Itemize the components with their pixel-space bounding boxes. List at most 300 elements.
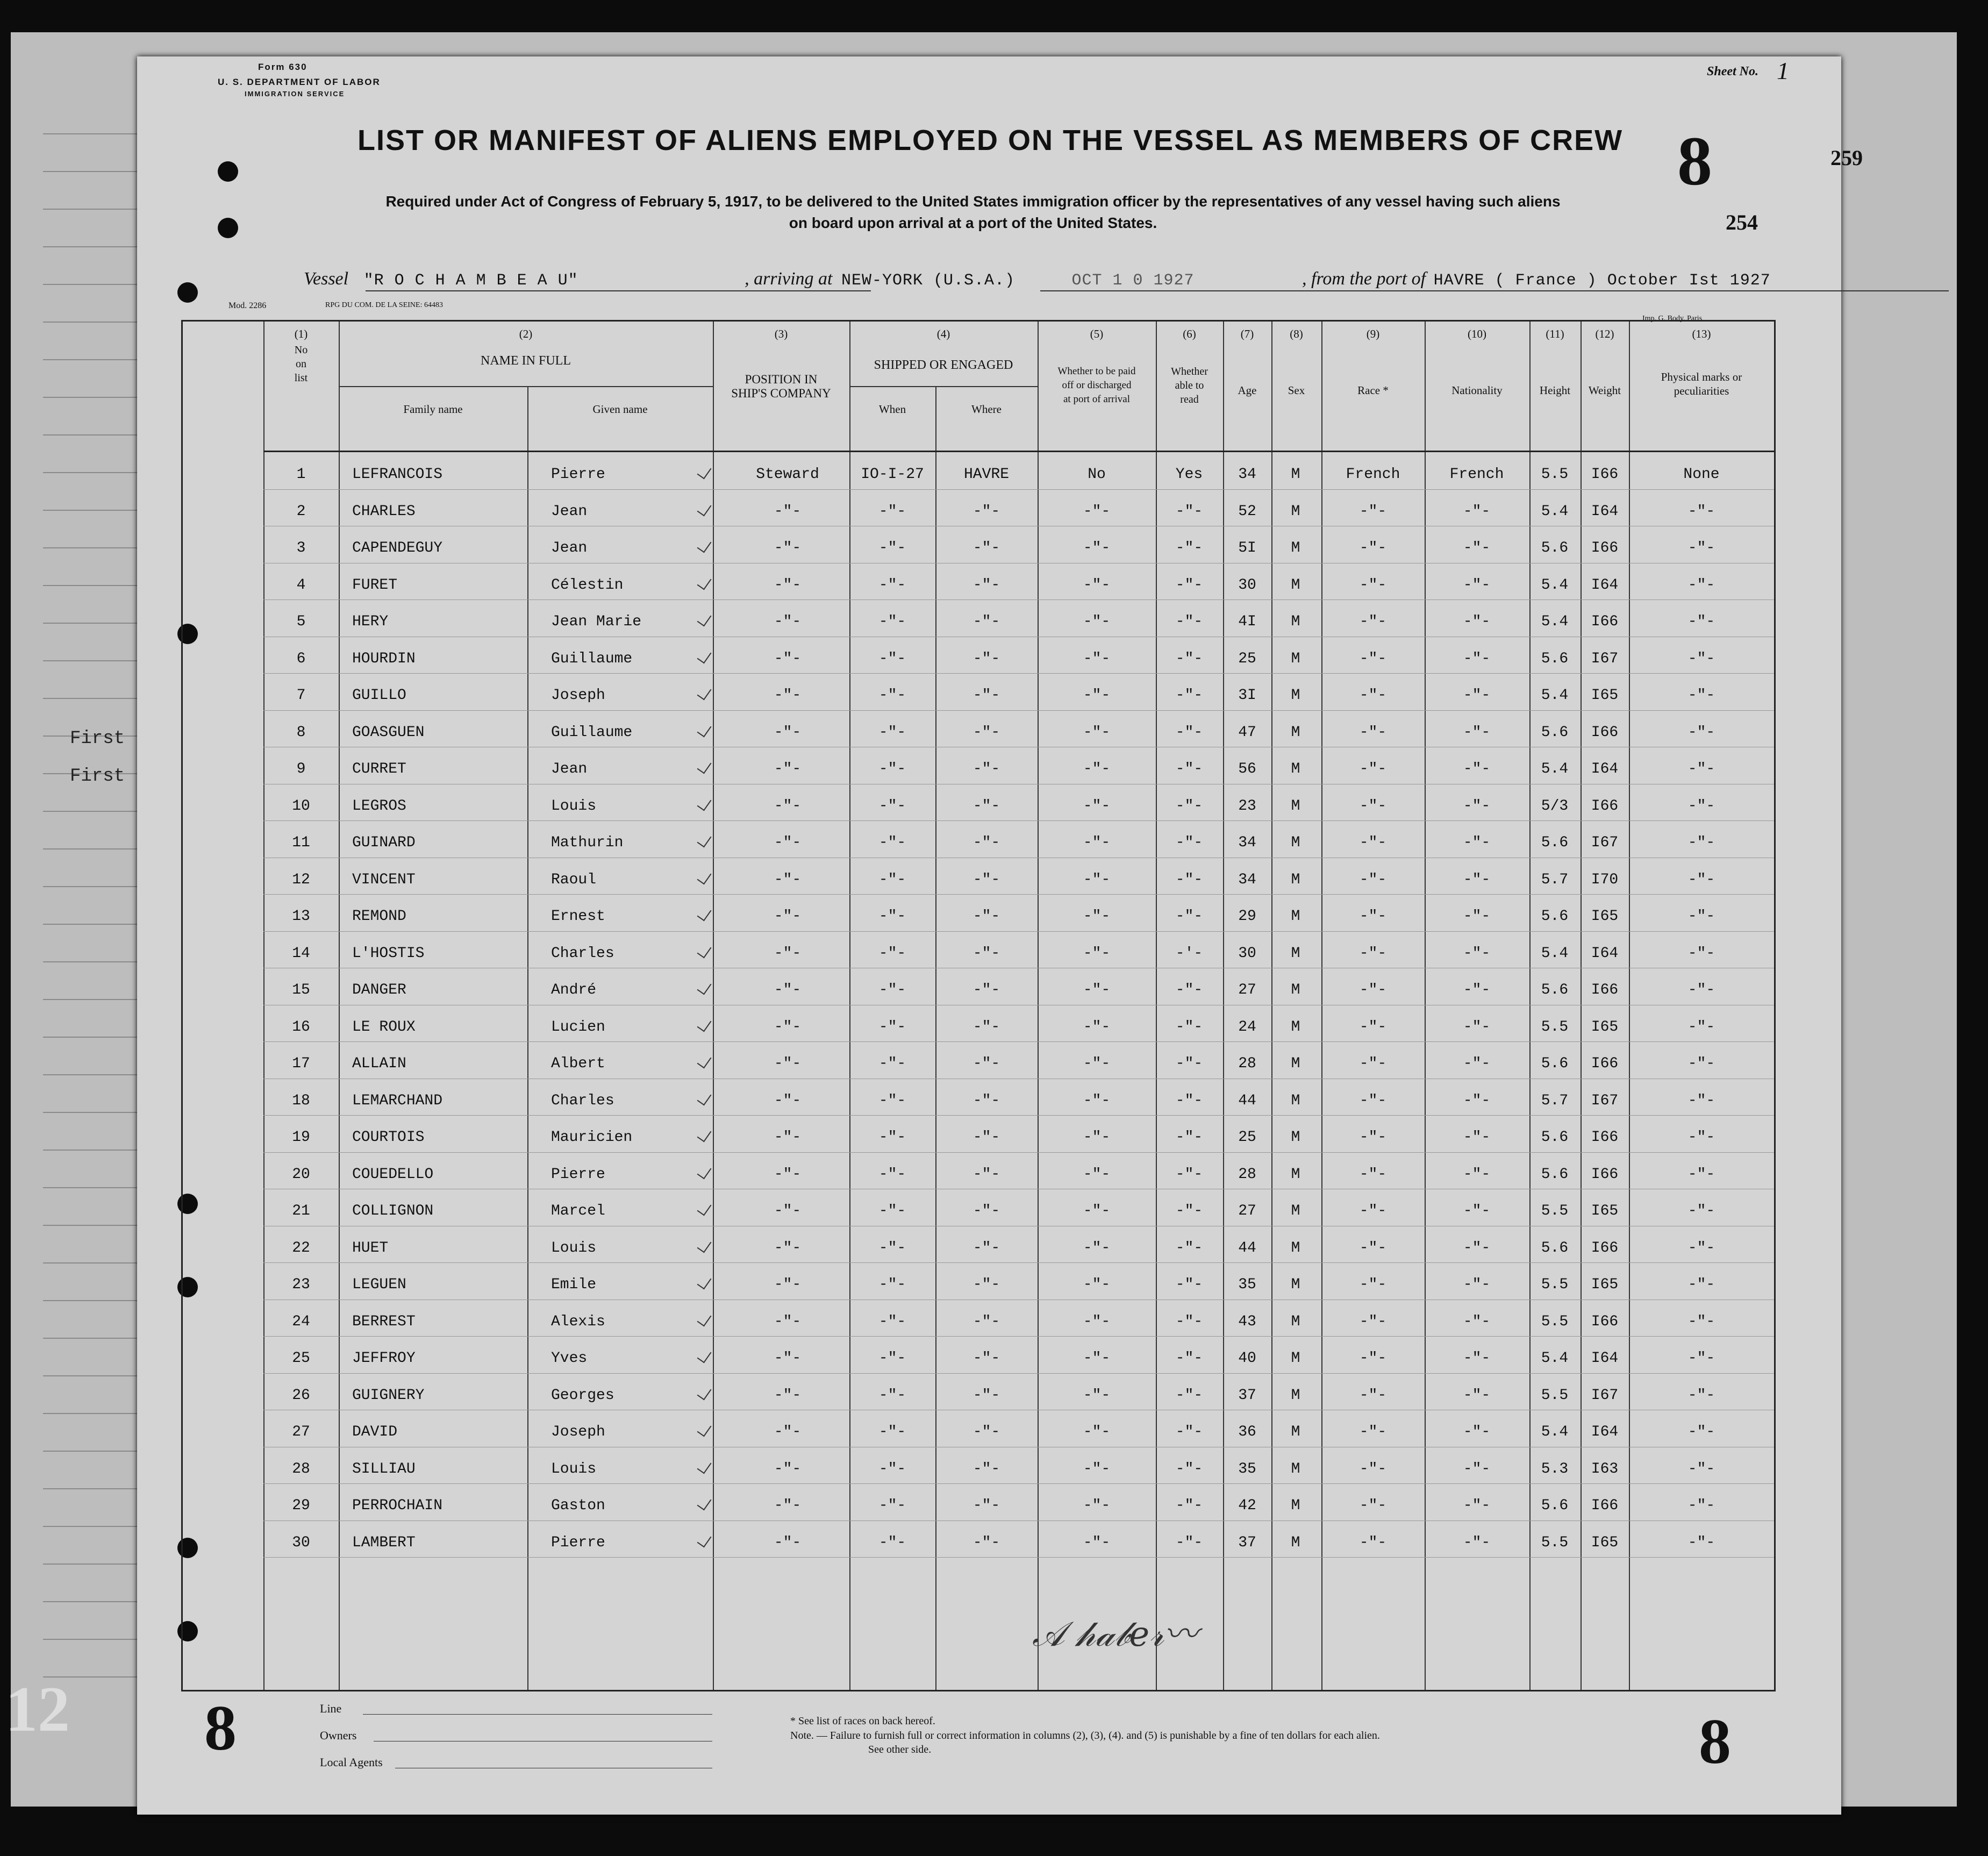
cell-read: -"- — [1175, 613, 1203, 630]
cell-sex: M — [1291, 908, 1300, 925]
cell-marks: -"- — [1687, 982, 1715, 998]
cell-marks: -"- — [1687, 1203, 1715, 1219]
check-mark — [697, 1274, 712, 1290]
column-rule — [527, 386, 528, 1690]
cell-sex: M — [1291, 687, 1300, 704]
cell-age: 34 — [1238, 871, 1256, 888]
cell-weight: I66 — [1591, 982, 1619, 998]
cell-paid: -"- — [1083, 945, 1111, 962]
cell-race: -"- — [1359, 1055, 1387, 1072]
check-mark — [697, 1090, 712, 1105]
cell-sex: M — [1291, 1497, 1300, 1514]
sheet-number: 1 — [1777, 57, 1789, 84]
cell-read: -"- — [1175, 871, 1203, 888]
cell-paid: -"- — [1083, 613, 1111, 630]
cell-weight: I70 — [1591, 871, 1619, 888]
check-mark — [697, 943, 712, 958]
cell-age: 52 — [1238, 503, 1256, 520]
cell-read: -"- — [1175, 540, 1203, 556]
cell-position: -"- — [774, 613, 802, 630]
cell-weight: I66 — [1591, 1313, 1619, 1330]
cell-height: 5.4 — [1541, 1424, 1569, 1440]
vessel-line — [304, 269, 1841, 290]
cell-weight: I66 — [1591, 724, 1619, 741]
col10-number: (10) — [1468, 327, 1486, 340]
column-rule — [1156, 322, 1157, 1690]
cell-where: -"- — [972, 1055, 1000, 1072]
check-mark — [697, 1495, 712, 1511]
cell-when: -"- — [878, 797, 906, 815]
cell-race: -"- — [1359, 724, 1387, 741]
cell-age: 35 — [1238, 1276, 1256, 1293]
cell-sex: M — [1291, 761, 1300, 777]
from-label: , from the port of — [1302, 269, 1426, 289]
cell-read: -"- — [1175, 834, 1203, 851]
check-mark — [697, 464, 712, 480]
cell-nat: French — [1449, 466, 1504, 483]
cell-where: -"- — [972, 908, 1000, 925]
cell-family: FURET — [352, 576, 398, 594]
cell-where: -"- — [972, 945, 1000, 962]
cell-position: -"- — [774, 1239, 802, 1257]
cell-given: Emile — [551, 1276, 597, 1293]
cell-marks: -"- — [1687, 1350, 1715, 1367]
cell-position: -"- — [774, 1424, 802, 1440]
footer-number-left: 8 — [204, 1692, 237, 1764]
check-mark — [697, 906, 712, 922]
cell-weight: I65 — [1591, 687, 1619, 704]
cell-race: -"- — [1359, 1424, 1387, 1440]
cell-marks: -"- — [1687, 650, 1715, 667]
cell-sex: M — [1291, 576, 1300, 594]
cell-marks: -"- — [1687, 834, 1715, 851]
cell-nat: -"- — [1463, 687, 1491, 704]
cell-race: -"- — [1359, 1534, 1387, 1551]
cell-age: 23 — [1238, 797, 1256, 815]
cell-nat: -"- — [1463, 1350, 1491, 1367]
cell-nat: -"- — [1463, 1239, 1491, 1257]
row-rule — [263, 1483, 1774, 1484]
cell-sex: M — [1291, 871, 1300, 888]
cell-given: Joseph — [551, 687, 605, 704]
cell-nat: -"- — [1463, 1424, 1491, 1440]
cell-height: 5.4 — [1541, 945, 1569, 962]
cell-age: 28 — [1238, 1055, 1256, 1072]
cell-when: -"- — [878, 1018, 906, 1036]
cell-read: -"- — [1175, 1313, 1203, 1330]
cell-age: 30 — [1238, 945, 1256, 962]
cell-family: GUILLO — [352, 687, 406, 704]
cell-no: 8 — [296, 724, 306, 741]
cell-given: Mauricien — [551, 1129, 633, 1146]
check-mark — [697, 759, 712, 774]
cell-read: -"- — [1175, 1350, 1203, 1367]
col11-header: Height — [1539, 384, 1571, 397]
cell-age: 36 — [1238, 1424, 1256, 1440]
col5-header: Whether to be paid off or discharged at port of arrival — [1057, 366, 1136, 405]
cell-paid: -"- — [1083, 724, 1111, 741]
cell-no: 12 — [292, 871, 310, 888]
cell-position: -"- — [774, 1129, 802, 1146]
col11-number: (11) — [1546, 327, 1564, 340]
cell-when: -"- — [878, 1129, 906, 1146]
cell-height: 5.6 — [1541, 1497, 1569, 1514]
cell-family: GUIGNERY — [352, 1387, 425, 1404]
col6-header: Whether able to read — [1171, 366, 1208, 405]
cell-weight: I64 — [1591, 503, 1619, 520]
arrival-date-stamp: OCT 1 0 1927 — [1071, 272, 1195, 290]
col4a-header: When — [878, 403, 906, 416]
cell-read: -"- — [1175, 1092, 1203, 1109]
cell-height: 5.6 — [1541, 834, 1569, 851]
cell-family: SILLIAU — [352, 1460, 416, 1477]
cell-nat: -"- — [1463, 576, 1491, 594]
cell-race: -"- — [1359, 1166, 1387, 1183]
cell-age: 42 — [1238, 1497, 1256, 1514]
column-rule — [1271, 322, 1272, 1690]
col13-header: Physical marks or peculiarities — [1661, 370, 1742, 397]
cell-given: Marcel — [551, 1203, 605, 1219]
from-port: HAVRE ( France ) October Ist 1927 — [1433, 272, 1771, 290]
cell-family: GOASGUEN — [352, 724, 425, 741]
big-number: 8 — [1677, 123, 1712, 200]
cell-sex: M — [1291, 540, 1300, 556]
cell-family: DANGER — [352, 982, 406, 998]
cell-marks: -"- — [1687, 871, 1715, 888]
cell-given: Jean — [551, 761, 588, 777]
cell-paid: -"- — [1083, 1460, 1111, 1477]
cell-sex: M — [1291, 724, 1300, 741]
cell-when: -"- — [878, 1166, 906, 1183]
cell-weight: I64 — [1591, 945, 1619, 962]
cell-no: 5 — [296, 613, 306, 630]
cell-marks: -"- — [1687, 724, 1715, 741]
cell-where: -"- — [972, 1166, 1000, 1183]
col4-header: SHIPPED OR ENGAGED — [874, 358, 1013, 372]
cell-age: 3I — [1238, 687, 1256, 704]
row-rule — [263, 599, 1774, 600]
row-rule — [263, 820, 1774, 821]
cell-age: 43 — [1238, 1313, 1256, 1330]
cell-read: -"- — [1175, 1460, 1203, 1477]
cell-given: Guillaume — [551, 650, 633, 667]
cell-read: -"- — [1175, 724, 1203, 741]
cell-weight: I66 — [1591, 1239, 1619, 1257]
cell-position: -"- — [774, 761, 802, 777]
cell-read: Yes — [1175, 466, 1203, 483]
cell-age: 56 — [1238, 761, 1256, 777]
cell-read: -"- — [1175, 1424, 1203, 1440]
cell-where: -"- — [972, 687, 1000, 704]
cell-race: -"- — [1359, 1313, 1387, 1330]
cell-weight: I65 — [1591, 1276, 1619, 1293]
cell-height: 5.4 — [1541, 576, 1569, 594]
col6-number: (6) — [1183, 327, 1196, 340]
cell-marks: -"- — [1687, 1497, 1715, 1514]
cell-family: HOURDIN — [352, 650, 416, 667]
cell-given: Célestin — [551, 576, 624, 594]
cell-race: -"- — [1359, 613, 1387, 630]
cell-weight: I64 — [1591, 1424, 1619, 1440]
cell-read: -"- — [1175, 1055, 1203, 1072]
col13-number: (13) — [1692, 327, 1711, 340]
cell-age: 40 — [1238, 1350, 1256, 1367]
cell-given: Jean — [551, 503, 588, 520]
cell-where: -"- — [972, 650, 1000, 667]
cell-age: 37 — [1238, 1534, 1256, 1551]
arriving-port: NEW-YORK (U.S.A.) — [841, 272, 1016, 290]
cell-given: Louis — [551, 1239, 597, 1257]
cell-no: 17 — [292, 1055, 310, 1072]
cell-position: -"- — [774, 945, 802, 962]
cell-where: -"- — [972, 797, 1000, 815]
vessel-label: Vessel — [304, 269, 349, 289]
cell-when: -"- — [878, 576, 906, 594]
form-number: Form 630 — [258, 62, 308, 72]
cell-given: Raoul — [551, 871, 597, 888]
cell-sex: M — [1291, 1350, 1300, 1367]
document-title: LIST OR MANIFEST OF ALIENS EMPLOYED ON THE VESSEL AS MEMBERS OF CREW — [357, 124, 1624, 156]
cell-where: -"- — [972, 871, 1000, 888]
cell-age: 47 — [1238, 724, 1256, 741]
cell-position: -"- — [774, 724, 802, 741]
cell-position: Steward — [756, 466, 819, 483]
cell-age: 34 — [1238, 466, 1256, 483]
cell-no: 26 — [292, 1387, 310, 1404]
column-rule — [1321, 322, 1322, 1690]
cell-race: -"- — [1359, 1018, 1387, 1036]
cell-family: LEGUEN — [352, 1276, 406, 1293]
cell-weight: I66 — [1591, 1129, 1619, 1146]
cell-sex: M — [1291, 1092, 1300, 1109]
cell-height: 5/3 — [1541, 797, 1569, 815]
cell-paid: -"- — [1083, 1203, 1111, 1219]
cell-marks: -"- — [1687, 1092, 1715, 1109]
rpg-number: RPG DU COM. DE LA SEINE: 64483 — [325, 301, 443, 309]
cell-read: -"- — [1175, 908, 1203, 925]
cell-family: LE ROUX — [352, 1018, 416, 1036]
cell-where: -"- — [972, 724, 1000, 741]
cell-given: Jean — [551, 540, 588, 556]
cell-where: -"- — [972, 1534, 1000, 1551]
cell-race: -"- — [1359, 908, 1387, 925]
cell-family: LEFRANCOIS — [352, 466, 443, 483]
cell-race: -"- — [1359, 1387, 1387, 1404]
cell-given: Albert — [551, 1055, 605, 1072]
cell-paid: -"- — [1083, 1092, 1111, 1109]
cell-age: 24 — [1238, 1018, 1256, 1036]
cell-age: 37 — [1238, 1387, 1256, 1404]
handwritten-signature: 𝒜 𝒽𝒶𝒷𝑒𝓇〰 — [1032, 1615, 1198, 1654]
col7-number: (7) — [1240, 327, 1254, 340]
cell-sex: M — [1291, 1239, 1300, 1257]
row-rule — [263, 1336, 1774, 1337]
cell-no: 18 — [292, 1092, 310, 1109]
header-rule — [263, 451, 1774, 452]
cell-age: 30 — [1238, 576, 1256, 594]
cell-where: -"- — [972, 1203, 1000, 1219]
cell-no: 20 — [292, 1166, 310, 1183]
cell-no: 4 — [296, 576, 306, 594]
vessel-name: "R O C H A M B E A U" — [363, 272, 578, 290]
cell-height: 5.6 — [1541, 1239, 1569, 1257]
cell-paid: -"- — [1083, 1276, 1111, 1293]
cell-no: 21 — [292, 1203, 310, 1219]
cell-when: -"- — [878, 724, 906, 741]
col4-number: (4) — [936, 327, 950, 340]
footnote-races: * See list of races on back hereof. — [790, 1715, 935, 1727]
cell-nat: -"- — [1463, 1313, 1491, 1330]
cell-weight: I66 — [1591, 1497, 1619, 1514]
cell-height: 5.5 — [1541, 1313, 1569, 1330]
cell-sex: M — [1291, 1129, 1300, 1146]
cell-marks: -"- — [1687, 540, 1715, 556]
cell-nat: -"- — [1463, 945, 1491, 962]
cell-no: 28 — [292, 1460, 310, 1477]
cell-position: -"- — [774, 797, 802, 815]
cell-given: Pierre — [551, 1534, 605, 1551]
check-mark — [697, 1422, 712, 1437]
cell-given: Guillaume — [551, 724, 633, 741]
cell-nat: -"- — [1463, 1497, 1491, 1514]
column-rule — [1529, 322, 1531, 1690]
cell-paid: -"- — [1083, 687, 1111, 704]
cell-given: Lucien — [551, 1018, 605, 1036]
cell-age: 25 — [1238, 650, 1256, 667]
col7-header: Age — [1238, 384, 1257, 397]
row-rule — [263, 1557, 1774, 1558]
row-rule — [263, 1115, 1774, 1116]
cell-age: 29 — [1238, 908, 1256, 925]
col2-number: (2) — [519, 327, 533, 340]
cell-when: -"- — [878, 540, 906, 556]
cell-marks: -"- — [1687, 1387, 1715, 1404]
cell-marks: -"- — [1687, 687, 1715, 704]
cell-given: Ernest — [551, 908, 605, 925]
stamp-number: 259 — [1830, 146, 1863, 170]
punch-hole — [218, 218, 238, 238]
cell-when: -"- — [878, 1350, 906, 1367]
column-rule — [1425, 322, 1426, 1690]
cell-height: 5.6 — [1541, 724, 1569, 741]
cell-paid: -"- — [1083, 1129, 1111, 1146]
cell-paid: -"- — [1083, 1055, 1111, 1072]
footer-agents-label: Local Agents — [320, 1755, 383, 1769]
cell-race: -"- — [1359, 761, 1387, 777]
cell-when: -"- — [878, 613, 906, 630]
col12-number: (12) — [1595, 327, 1614, 340]
service: IMMIGRATION SERVICE — [245, 90, 345, 98]
check-mark — [697, 1532, 712, 1547]
cell-race: -"- — [1359, 797, 1387, 815]
cell-sex: M — [1291, 503, 1300, 520]
check-mark — [697, 1311, 712, 1326]
cell-read: -"- — [1175, 1018, 1203, 1036]
cell-nat: -"- — [1463, 761, 1491, 777]
footnote-other-side: See other side. — [868, 1744, 932, 1755]
cell-where: -"- — [972, 1460, 1000, 1477]
cell-position: -"- — [774, 982, 802, 998]
subtitle-line1: Required under Act of Congress of February 5, 1917, to be delivered to the United States immigration officer by the representatives of any vessel having such aliens — [385, 193, 1561, 210]
cell-nat: -"- — [1463, 1203, 1491, 1219]
footer-owners-label: Owners — [320, 1729, 357, 1742]
column-rule — [935, 386, 936, 1690]
cell-race: -"- — [1359, 1350, 1387, 1367]
cell-family: COURTOIS — [352, 1129, 425, 1146]
cell-paid: -"- — [1083, 1387, 1111, 1404]
subheader-rule — [849, 386, 1038, 387]
cell-family: HUET — [352, 1239, 389, 1257]
cell-position: -"- — [774, 540, 802, 556]
cell-paid: -"- — [1083, 761, 1111, 777]
cell-no: 22 — [292, 1239, 310, 1257]
cell-when: -"- — [878, 1203, 906, 1219]
cell-no: 2 — [296, 503, 306, 520]
cell-sex: M — [1291, 1387, 1300, 1404]
cell-read: -"- — [1175, 576, 1203, 594]
cell-nat: -"- — [1463, 724, 1491, 741]
cell-paid: -"- — [1083, 908, 1111, 925]
cell-marks: -"- — [1687, 1534, 1715, 1551]
check-mark — [697, 501, 712, 516]
cell-position: -"- — [774, 650, 802, 667]
column-rule — [1223, 322, 1224, 1690]
cell-when: -"- — [878, 1534, 906, 1551]
cell-race: -"- — [1359, 982, 1387, 998]
cell-paid: -"- — [1083, 1018, 1111, 1036]
check-mark — [697, 1016, 712, 1032]
cell-given: Pierre — [551, 1166, 605, 1183]
cell-nat: -"- — [1463, 1387, 1491, 1404]
cell-given: Mathurin — [551, 834, 624, 851]
cell-read: -"- — [1175, 687, 1203, 704]
cell-family: COUEDELLO — [352, 1166, 434, 1183]
check-mark — [697, 1053, 712, 1069]
cell-given: Charles — [551, 945, 614, 962]
cell-paid: -"- — [1083, 1534, 1111, 1551]
cell-nat: -"- — [1463, 871, 1491, 888]
cell-age: 34 — [1238, 834, 1256, 851]
footer-line-label: Line — [320, 1702, 342, 1715]
cell-paid: -"- — [1083, 576, 1111, 594]
cell-height: 5.4 — [1541, 1350, 1569, 1367]
cell-where: -"- — [972, 576, 1000, 594]
cell-family: REMOND — [352, 908, 406, 925]
cell-age: 27 — [1238, 982, 1256, 998]
cell-family: CAPENDEGUY — [352, 540, 443, 556]
cell-family: COLLIGNON — [352, 1203, 434, 1219]
cell-nat: -"- — [1463, 908, 1491, 925]
check-mark — [697, 574, 712, 590]
column-rule — [1581, 322, 1582, 1690]
check-mark — [697, 980, 712, 995]
punch-hole — [218, 161, 238, 182]
cell-marks: -"- — [1687, 1424, 1715, 1440]
cell-given: Jean Marie — [551, 613, 642, 630]
row-rule — [263, 1373, 1774, 1374]
check-mark — [697, 1458, 712, 1474]
arriving-label: , arriving at — [745, 269, 833, 289]
cell-height: 5.4 — [1541, 503, 1569, 520]
cell-height: 5.6 — [1541, 1166, 1569, 1183]
check-mark — [697, 1163, 712, 1179]
cell-marks: -"- — [1687, 503, 1715, 520]
cell-family: DAVID — [352, 1424, 398, 1440]
cell-position: -"- — [774, 1018, 802, 1036]
cell-given: André — [551, 982, 597, 998]
cell-no: 23 — [292, 1276, 310, 1293]
cell-when: -"- — [878, 1497, 906, 1514]
